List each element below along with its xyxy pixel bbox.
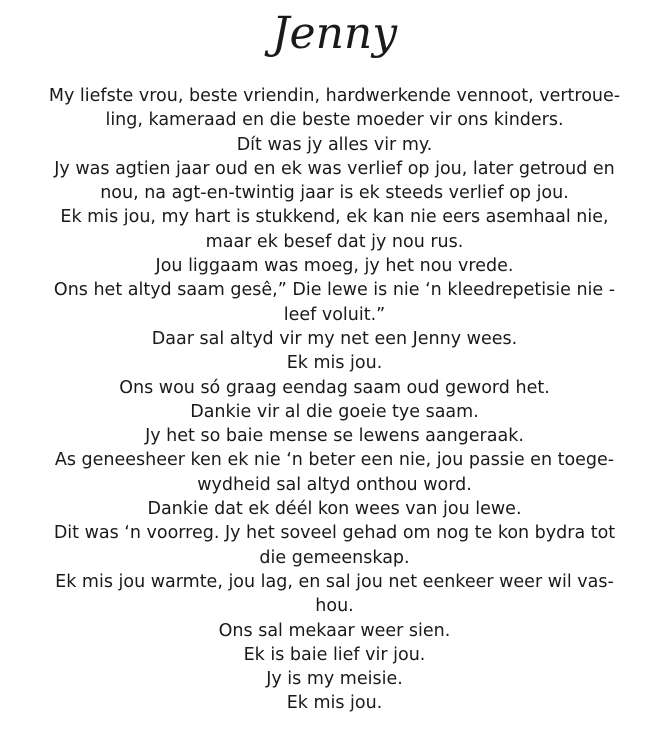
poem-line: Ek mis jou.: [286, 353, 383, 374]
poem-line: Ons sal mekaar weer sien.: [218, 620, 451, 641]
poem-line: Dit was ‘n voorreg. Jy het soveel gehad om nog te kon bydra tot: [53, 523, 616, 544]
poem-line: Ek mis jou.: [286, 693, 383, 714]
poem-line: hou.: [315, 596, 354, 617]
poem-line: As geneesheer ken ek nie ‘n beter een nie, jou passie en toege-: [54, 450, 615, 471]
poem-line: nou, na agt-en-twintig jaar is ek steeds verlief op jou.: [100, 183, 569, 204]
poem-line: Ek is baie lief vir jou.: [243, 644, 426, 665]
poem-line: Ons het altyd saam gesê,” Die lewe is nie ‘n kleedrepetisie nie -: [53, 280, 616, 301]
poem-line: Dankie dat ek déél kon wees van jou lewe.: [147, 499, 522, 520]
poem-line: leef voluit.”: [283, 304, 386, 325]
poem-line: Ek mis jou, my hart is stukkend, ek kan nie eers asemhaal nie,: [60, 207, 609, 228]
poem-line: ling, kameraad en die beste moeder vir ons kinders.: [105, 110, 564, 131]
poem-line: wydheid sal altyd onthou word.: [197, 474, 472, 495]
poem-line: Ons wou só graag eendag saam oud geword het.: [119, 377, 550, 398]
page-title: Jenny: [271, 8, 398, 59]
poem-line: Dankie vir al die goeie tye saam.: [190, 401, 479, 422]
poem-line: Jy het so baie mense se lewens aangeraak.: [145, 426, 524, 447]
poem-line: die gemeenskap.: [259, 547, 410, 568]
poem-line: Jou liggaam was moeg, jy het nou vrede.: [155, 256, 514, 277]
poem-body: [0, 84, 669, 716]
poem-line: Ek mis jou warmte, jou lag, en sal jou net eenkeer weer wil vas-: [55, 571, 614, 592]
poem-line: My liefste vrou, beste vriendin, hardwerkende vennoot, vertroue-: [48, 86, 621, 106]
poem-line: Jy was agtien jaar oud en ek was verlief op jou, later getroud en: [54, 158, 615, 179]
poem-line: Daar sal altyd vir my net een Jenny wees.: [151, 328, 518, 349]
poem-line: Dít was jy alles vir my.: [236, 134, 433, 155]
poem-line: maar ek besef dat jy nou rus.: [205, 231, 464, 252]
poem-line: Jy is my meisie.: [266, 669, 403, 690]
